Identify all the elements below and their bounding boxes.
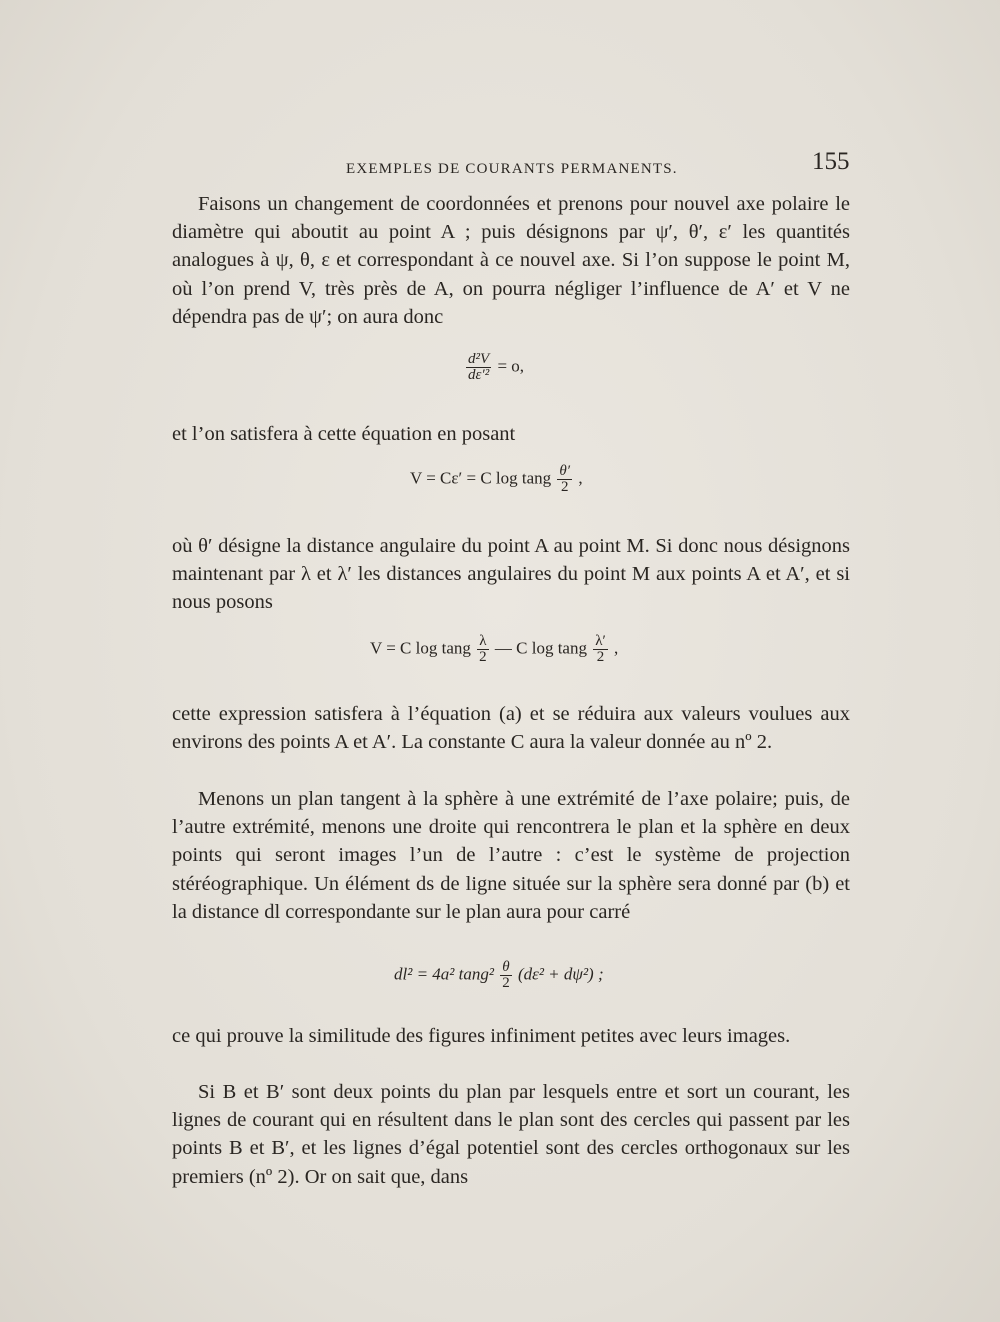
equation-3-fraction-2 xyxy=(593,634,608,665)
equation-2-lhs: V = Cε′ = C log tang xyxy=(410,468,552,488)
equation-1-numerator: d²V xyxy=(466,352,491,368)
paragraph-1: Faisons un changement de coordonnées et prenons pour nouvel axe polaire le diamètre qui aboutit au point A ; puis désignons par ψ′, θ′, ε′ les quantités analogues à ψ, θ, ε et correspondant à ce nouvel axe. Si l’on suppose le point M, où l’on prend V, très près de A, on pourra négliger l’influence de A′ et V ne dépendra pas de ψ′; on aura donc xyxy=(172,193,850,328)
equation-4-lhs: dl² = 4a² tang² xyxy=(394,964,494,984)
equation-2-rest: , xyxy=(578,468,583,488)
equation-3-numerator-2: λ′ xyxy=(595,633,606,649)
equation-3-denominator-2: 2 xyxy=(596,649,605,665)
equation-4 xyxy=(394,960,604,991)
paragraph-5: Menons un plan tangent à la sphère à une extrémité de l’axe polaire; puis, de l’autre extrémité, menons une droite qui rencontrera le plan et la sphère en deux points qui seront images l’un de l’autre : c’est le système de projection stéréographique. Un élément ds de ligne située sur la sphère sera donné par (b) et la distance dl correspondante sur le plan aura pour carré xyxy=(172,788,850,923)
equation-3-middle: — C log tang xyxy=(494,638,587,658)
paragraph-6: ce qui prouve la similitude des figures infiniment petites avec leurs images. xyxy=(172,1025,791,1047)
equation-2-fraction xyxy=(557,464,572,495)
equation-1 xyxy=(464,352,524,383)
equation-3-fraction-1 xyxy=(477,634,489,665)
equation-3-denominator-1: 2 xyxy=(479,649,487,665)
equation-1-fraction xyxy=(466,352,491,383)
paragraph-4: cette expression satisfera à l’équation (a) et se réduira aux valeurs voulues aux environs des points A et A′. La constante C aura la valeur donnée au nº 2. xyxy=(172,703,850,754)
equation-3 xyxy=(370,634,618,665)
equation-4-denominator: 2 xyxy=(502,975,510,991)
paragraph-7: Si B et B′ sont deux points du plan par lesquels entre et sort un courant, les lignes de courant qui en résultent dans le plan sont des cercles qui passent par les points B et B′, et les lignes d’égal potentiel sont des cercles orthogonaux sur les premiers (nº 2). Or on sait que, dans xyxy=(172,1081,850,1188)
paragraph-2: et l’on satisfera à cette équation en posant xyxy=(172,423,516,445)
equation-3-numerator-1: λ xyxy=(477,634,489,650)
equation-2 xyxy=(410,464,583,495)
page-number: 155 xyxy=(812,148,850,175)
equation-2-denominator: 2 xyxy=(561,479,569,495)
equation-3-lhs: V = C log tang xyxy=(370,638,471,658)
equation-4-numerator: θ xyxy=(500,960,512,976)
equation-3-rest: , xyxy=(614,638,619,658)
equation-4-rest: (dε² + dψ²) ; xyxy=(517,964,604,984)
equation-1-denominator: dε′² xyxy=(468,367,490,383)
equation-4-fraction xyxy=(500,960,512,991)
paragraph-3: où θ′ désigne la distance angulaire du point A au point M. Si donc nous désignons maintenant par λ et λ′ les distances angulaires du point M aux points A et A′, et si nous posons xyxy=(172,535,850,614)
running-title: EXEMPLES DE COURANTS PERMANENTS. xyxy=(346,161,678,177)
equation-1-rest: = o, xyxy=(497,356,525,376)
equation-2-numerator: θ′ xyxy=(559,463,571,479)
